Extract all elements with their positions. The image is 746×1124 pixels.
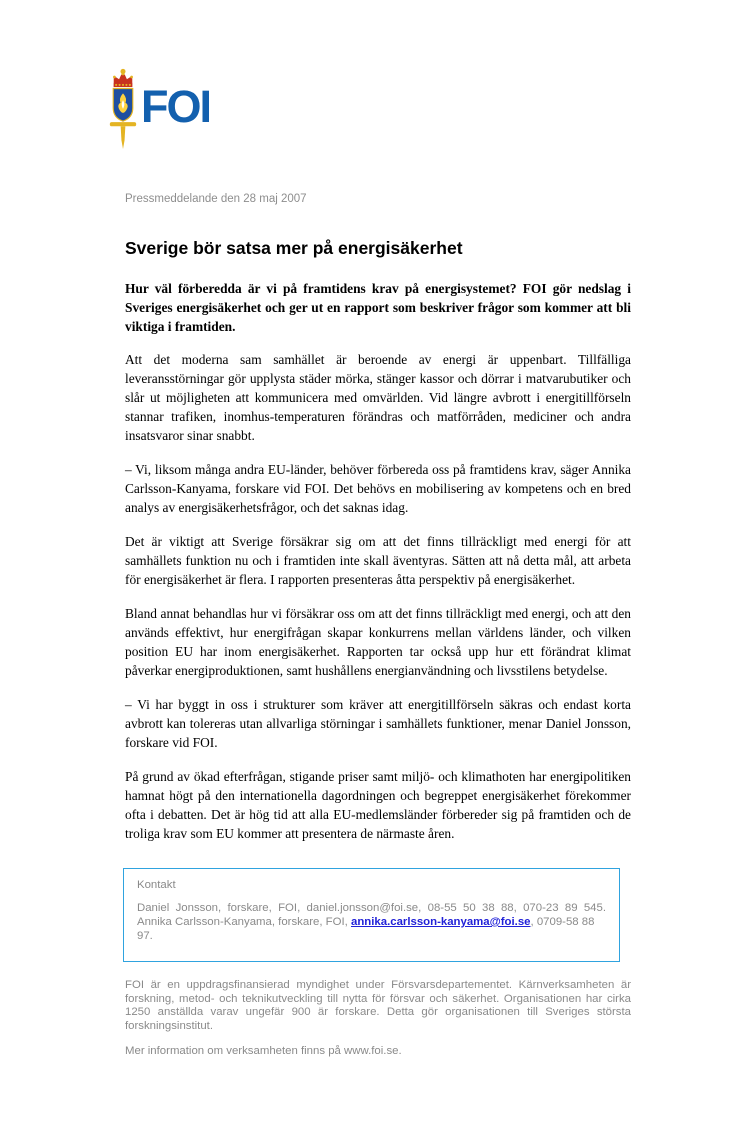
- body-paragraph-2: – Vi, liksom många andra EU-länder, behöver förbereda oss på framtidens krav, säger Annika Carlsson-Kanyama, forskare vid FOI. Det behövs en mobilisering av kompetens och en bred analys av energisäkerhetsfrågor, och det saknas idag.: [125, 462, 631, 515]
- contact-line-annika-suffix: , 0709-58 88 97.: [137, 916, 595, 942]
- dateline: Pressmeddelande den 28 maj 2007: [125, 193, 307, 205]
- footer-more-info: Mer information om verksamheten finns på www.foi.se.: [125, 1045, 402, 1057]
- body-paragraph-6: På grund av ökad efterfrågan, stigande priser samt miljö- och klimathoten har energipolitiken hamnat högt på den internationella dagordningen och begreppet energisäkerhet förekommer ofta i debatten. Det är hög tid att alla EU-medlemsländer förbereder sig på framtiden och de troliga krav som EU kommer att presentera de närmaste åren.: [125, 769, 631, 841]
- body-paragraph-1: Att det moderna sam samhället är beroende av energi är uppenbart. Tillfälliga leveransstörningar gör upplysta städer mörka, stänger kassor och dörrar i matvarubutiker och slår ut möjligheten att kommunicera med omvärlden. Vid längre avbrott i energitillförseln stannar trafiken, inomhus-temperaturen förändras och matförråden, mediciner och andra insatsvaror sinar snabbt.: [125, 352, 631, 443]
- email-link[interactable]: annika.carlsson-kanyama@foi.se: [350, 916, 531, 928]
- press-release-page: [0, 68, 746, 1124]
- contact-line-annika-prefix: Annika Carlsson-Kanyama, forskare, FOI,: [137, 916, 351, 928]
- body-paragraph-5: – Vi har byggt in oss i strukturer som kräver att energitillförseln säkras och endast korta avbrott kan tolereras utan allvarliga störningar i samhällets funktioner, menar Daniel Jonsson, forskare vid FOI.: [125, 697, 631, 750]
- foi-crest-icon: [108, 68, 138, 150]
- foi-logo-text: FOI: [141, 80, 210, 132]
- contact-line-daniel: Daniel Jonsson, forskare, FOI, daniel.jonsson@foi.se, 08-55 50 38 88, 070-23 89 545.: [137, 902, 606, 914]
- lead-paragraph: Hur väl förberedda är vi på framtidens krav på energisystemet? FOI gör nedslag i Sveriges energisäkerhet och ger ut en rapport som beskriver frågor som kommer att bli viktiga i framtiden.: [125, 281, 631, 334]
- document-content: [125, 193, 631, 1059]
- footer: [125, 979, 631, 1059]
- body-paragraph-3: Det är viktigt att Sverige försäkrar sig om att det finns tillräckligt med energi för att samhällets funktion nu och i framtiden inte skall äventyras. Sätten att nå detta mål, att arbeta för energisäkerhet är flera. I rapporten presenteras åtta perspektiv på energisäkerhet.: [125, 534, 631, 587]
- page-title: Sverige bör satsa mer på energisäkerhet: [125, 238, 463, 258]
- footer-about-text: FOI är en uppdragsfinansierad myndighet under Försvarsdepartementet. Kärnverksamheten är forskning, metod- och teknikutveckling till nytta för försvar och säkerhet. Organisationen har cirka 1250 anställda varav ungefär 900 är forskare. Detta gör organisationen till Sveriges största forskningsinstitut.: [125, 979, 631, 1032]
- body-paragraph-4: Bland annat behandlas hur vi försäkrar oss om att det finns tillräckligt med energi, och att den används effektivt, hur energifrågan skapar konkurrens mellan världens länder, och vilken position EU har inom energisäkerhet. Rapporten tar också upp hur ett förändrat klimat påverkar energiproduktionen, samt hushållens energianvändning och livsstilens betydelse.: [125, 606, 631, 678]
- contact-line-annika: [137, 915, 606, 943]
- contact-label: Kontakt: [137, 879, 176, 891]
- contact-box: [123, 868, 620, 962]
- foi-logo: [108, 68, 746, 150]
